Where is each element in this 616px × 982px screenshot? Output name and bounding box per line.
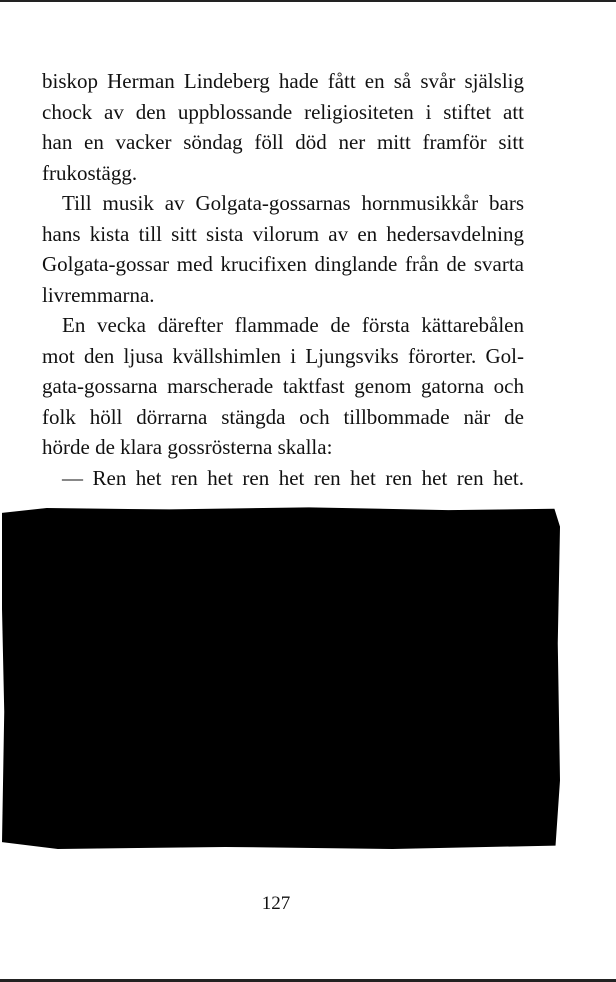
text-line: mot den ljusa kvällshimlen i Ljungsviks förorter. Gol- [42,343,524,368]
black-redaction-block [2,506,560,849]
text-line: — Ren het ren het ren het ren het ren het ren het. [62,465,524,490]
paragraph-3 [42,310,524,463]
text-line: hörde de klara gossrösterna skalla: [42,435,333,459]
text-line: Till musik av Golgata-gossarnas hornmusikkår bars [62,191,524,215]
text-line: gata-gossarna marscherade taktfast genom gatorna och [42,374,524,398]
text-line: Golgata-gossar med krucifixen dinglande från de svarta [42,252,524,276]
text-line: hans kista till sitt sista vilorum av en hedersavdelning [42,221,524,246]
text-line: En vecka därefter flammade de första kättarebålen [62,313,524,337]
paragraph-1 [42,66,524,188]
text-line: frukostägg. [42,160,138,185]
text-line: han en vacker söndag föll död ner mitt framför sitt [42,130,524,154]
paragraph-2 [42,188,524,310]
text-line: livremmarna. [42,282,155,307]
text-line: chock av den uppblossande religiositeten i stiftet att [42,99,524,124]
page-number: 127 [261,893,291,914]
text-line: folk höll dörrarna stängda och tillbommade när de [42,404,524,429]
text-line: biskop Herman Lindeberg hade fått en så svår själslig [42,69,524,93]
top-edge-rule [0,0,616,2]
body-text [42,66,524,493]
paragraph-4 [42,463,524,494]
